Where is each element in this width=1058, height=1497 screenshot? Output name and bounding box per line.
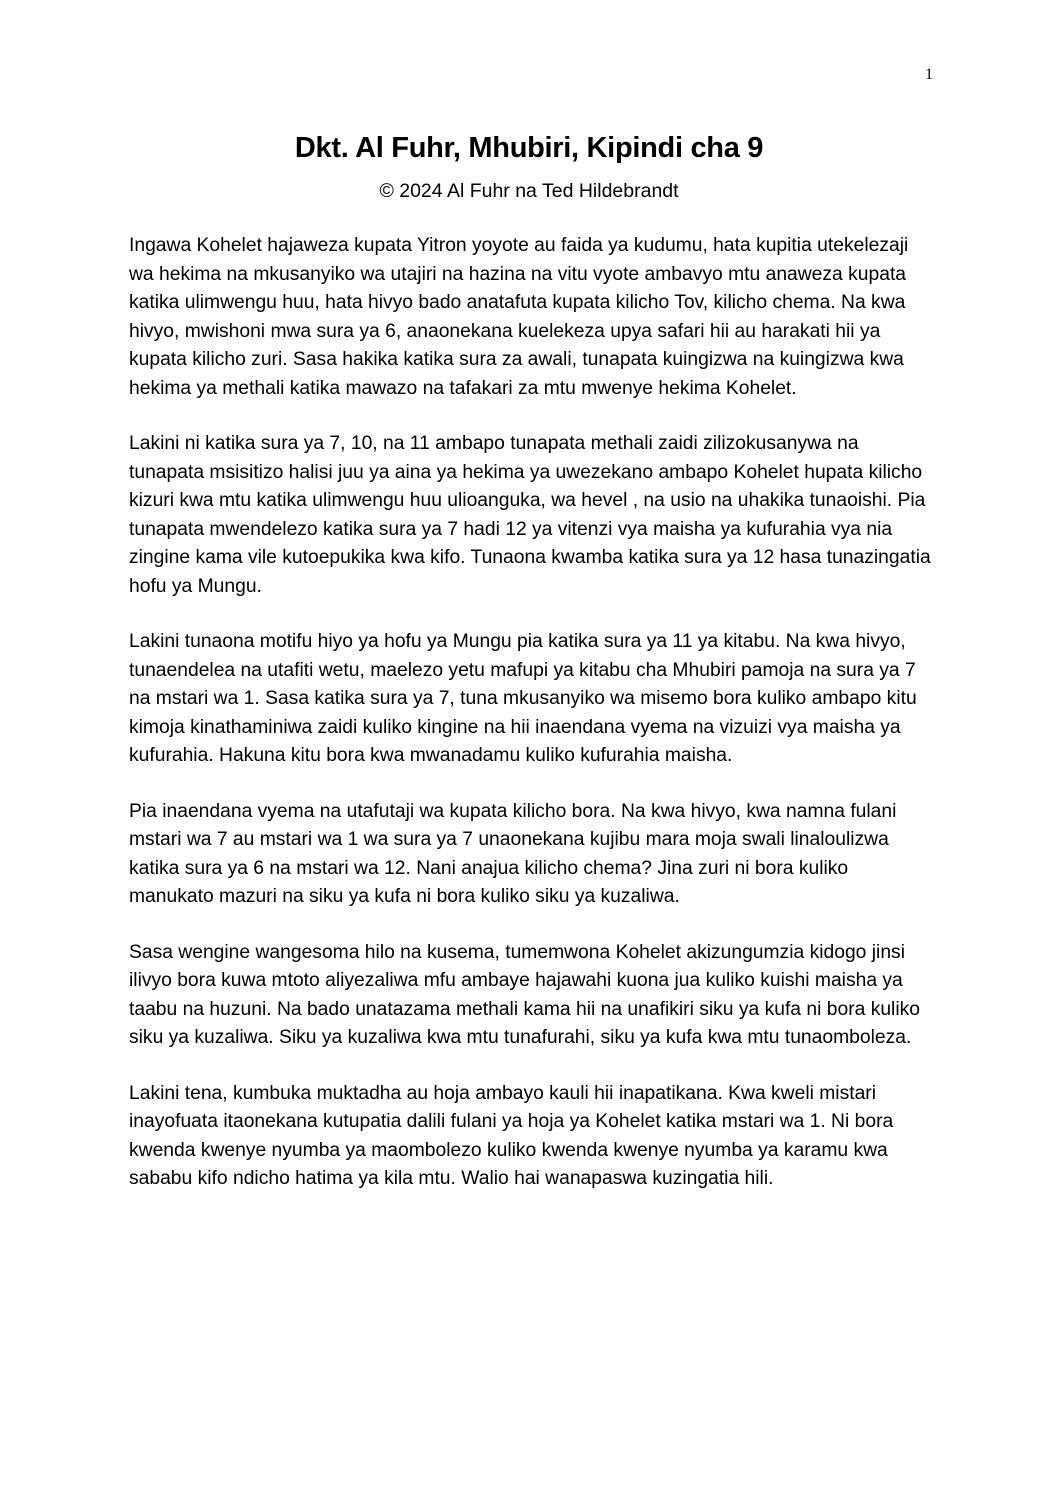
paragraph: Pia inaendana vyema na utafutaji wa kupata kilicho bora. Na kwa hivyo, kwa namna fulani mstari wa 7 au mstari wa 1 wa sura ya 7 unaonekana kujibu mara moja swali linaloulizwa katika sura ya 6 na mstari wa 12. Nani anajua kilicho chema? Jina zuri ni bora kuliko manukato mazuri na siku ya kufa ni bora kuliko siku ya kuzaliwa.: [129, 800, 897, 907]
document-body: [129, 232, 935, 1221]
paragraph: Ingawa Kohelet hajaweza kupata Yitron yoyote au faida ya kudumu, hata kupitia utekelezaji wa hekima na mkusanyiko wa utajiri na hazina na vitu vyote ambavyo mtu anaweza kupata katika ulimwengu huu, hata hivyo bado anatafuta kupata kilicho Tov, kilicho chema. Na kwa hivyo, mwishoni mwa sura ya 6, anaonekana kuelekeza upya safari hii au harakati hii ya kupata kilicho zuri. Sasa hakika katika sura za awali, tunapata kuingizwa na kuingizwa kwa hekima ya methali katika mawazo na tafakari za mtu mwenye hekima Kohelet.: [129, 235, 909, 399]
copyright-line: © 2024 Al Fuhr na Ted Hildebrandt: [379, 180, 679, 202]
document-title: Dkt. Al Fuhr, Mhubiri, Kipindi cha 9: [294, 132, 764, 164]
paragraph: Lakini tena, kumbuka muktadha au hoja ambayo kauli hii inapatikana. Kwa kweli mistari inayofuata itaonekana kutupatia dalili fulani ya hoja ya Kohelet katika mstari wa 1. Ni bora kwenda kwenye nyumba ya maombolezo kuliko kwenda kwenye nyumba ya karamu kwa sababu kifo ndicho hatima ya kila mtu. Walio hai wanapaswa kuzingatia hili.: [129, 1082, 894, 1189]
paragraph: Lakini ni katika sura ya 7, 10, na 11 ambapo tunapata methali zaidi zilizokusanywa na tunapata msisitizo halisi juu ya aina ya hekima ya uwezekano ambapo Kohelet hupata kilicho kizuri kwa mtu katika ulimwengu huu ulioanguka, wa hevel , na usio na uhakika tunaoishi. Pia tunapata mwendelezo katika sura ya 7 hadi 12 ya vitenzi vya maisha ya kufurahia vya nia zingine kama vile kutoepukika kwa kifo. Tunaona kwamba katika sura ya 12 hasa tunazingatia hofu ya Mungu.: [129, 433, 931, 597]
paragraph: Lakini tunaona motifu hiyo ya hofu ya Mungu pia katika sura ya 11 ya kitabu. Na kwa hivyo, tunaendelea na utafiti wetu, maelezo yetu mafupi ya kitabu cha Mhubiri pamoja na sura ya 7 na mstari wa 1. Sasa katika sura ya 7, tuna mkusanyiko wa misemo bora kuliko ambapo kitu kimoja kinathaminiwa zaidi kuliko kingine na hii inaendana vyema na vizuizi vya maisha ya kufurahia. Hakuna kitu bora kwa mwanadamu kuliko kufurahia maisha.: [129, 631, 917, 766]
paragraph: Sasa wengine wangesoma hilo na kusema, tumemwona Kohelet akizungumzia kidogo jinsi ilivyo bora kuwa mtoto aliyezaliwa mfu ambaye hajawahi kuona jua kuliko kuishi maisha ya taabu na huzuni. Na bado unatazama methali kama hii na unafikiri siku ya kufa ni bora kuliko siku ya kuzaliwa. Siku ya kuzaliwa kwa mtu tunafurahi, siku ya kufa kwa mtu tunaomboleza.: [129, 941, 920, 1048]
page-number: 1: [925, 66, 933, 83]
